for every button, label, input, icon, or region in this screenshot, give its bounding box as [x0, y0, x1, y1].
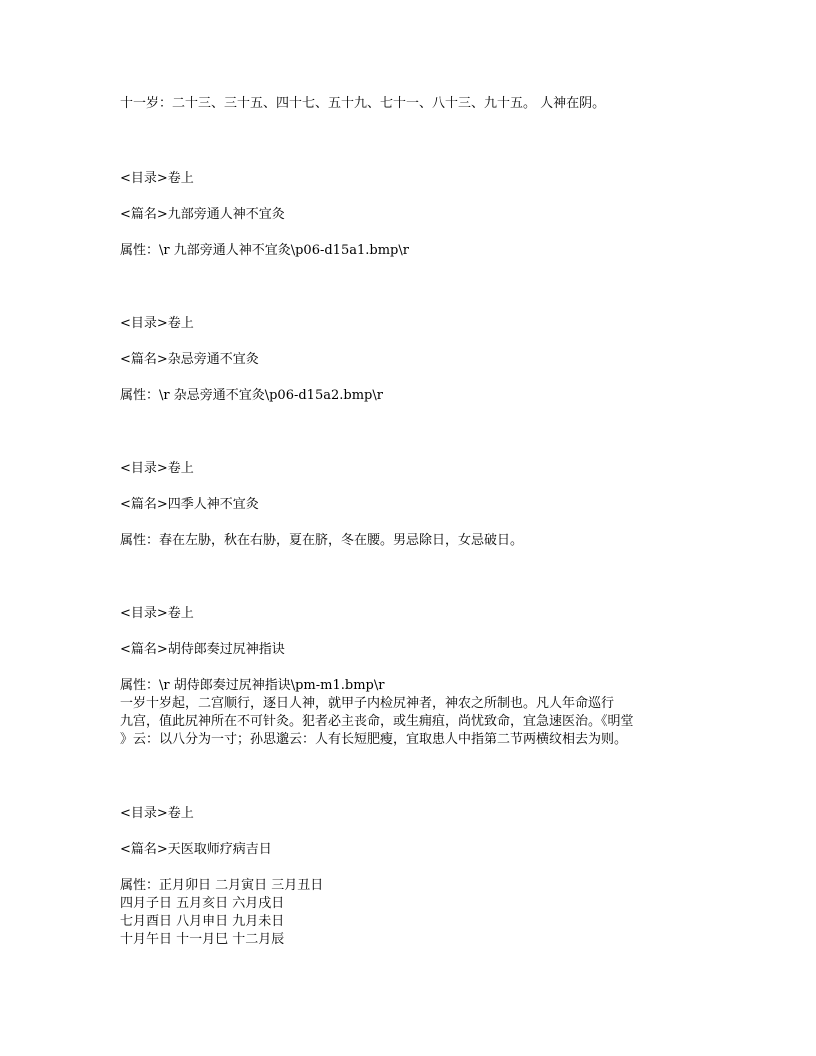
attribute-line: 属性：正月卯日 二月寅日 三月丑日 [120, 878, 324, 893]
attribute-text-line: 十月午日 十一月巳 十二月辰 [120, 932, 285, 947]
attribute-line: 属性：\r 九部旁通人神不宜灸\p06-d15a1.bmp\r [120, 243, 409, 258]
attribute-text-line: 一岁十岁起，二宫顺行，逐日人神，就甲子内检尻神者，神农之所制也。凡人年命巡行 [120, 696, 615, 711]
chapter-title-line: <篇名>胡侍郎奏过尻神指诀 [120, 642, 285, 657]
chapter-title-line: <篇名>杂忌旁通不宜灸 [120, 352, 259, 367]
catalog-line: <目录>卷上 [120, 461, 194, 476]
age-list-line: 十一岁：二十三、三十五、四十七、五十九、七十一、八十三、九十五。 人神在阴。 [120, 96, 606, 111]
catalog-line: <目录>卷上 [120, 171, 194, 186]
attribute-line: 属性：春在左胁，秋在右胁，夏在脐，冬在腰。男忌除日，女忌破日。 [120, 533, 524, 548]
attribute-text-line: 》云：以八分为一寸；孙思邈云：人有长短肥瘦，宜取患人中指第二节两横纹相去为则。 [120, 732, 628, 747]
chapter-title-line: <篇名>九部旁通人神不宜灸 [120, 207, 285, 222]
attribute-line: 属性：\r 杂忌旁通不宜灸\p06-d15a2.bmp\r [120, 388, 383, 403]
attribute-text-line: 九宫，值此尻神所在不可针灸。犯者必主丧命，或生痈疽，尚忧致命，宜急速医治。《明堂 [120, 714, 634, 729]
attribute-text-line: 四月子日 五月亥日 六月戌日 [120, 896, 285, 911]
catalog-line: <目录>卷上 [120, 316, 194, 331]
chapter-title-line: <篇名>天医取师疗病吉日 [120, 842, 272, 857]
catalog-line: <目录>卷上 [120, 806, 194, 821]
attribute-line: 属性：\r 胡侍郎奏过尻神指诀\pm-m1.bmp\r [120, 678, 385, 693]
attribute-text-line: 七月酉日 八月申日 九月未日 [120, 914, 285, 929]
chapter-title-line: <篇名>四季人神不宜灸 [120, 497, 259, 512]
catalog-line: <目录>卷上 [120, 606, 194, 621]
